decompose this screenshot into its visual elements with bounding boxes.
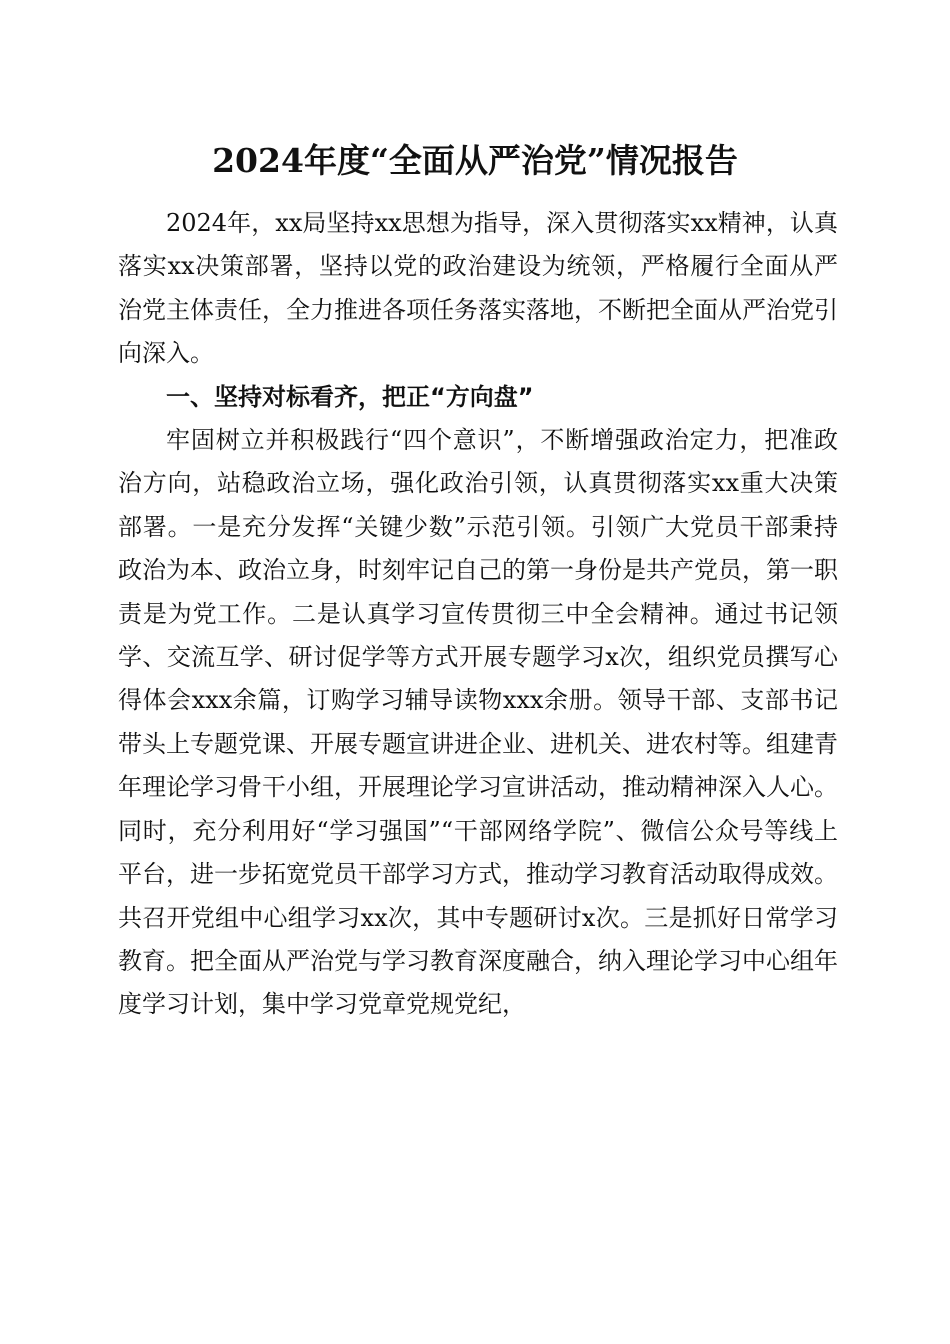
document-body (118, 202, 838, 1027)
intro-paragraph: 2024年，xx局坚持xx思想为指导，深入贯彻落实xx精神，认真落实xx决策部署，坚持以党的政治建设为统领，严格履行全面从严治党主体责任，全力推进各项任务落实落地，不断把全面从严治党引向深入。 (118, 209, 838, 368)
section-paragraph: 牢固树立并积极践行“四个意识”，不断增强政治定力，把准政治方向，站稳政治立场，强化政治引领，认真贯彻落实xx重大决策部署。一是充分发挥“关键少数”示范引领。引领广大党员干部秉持政治为本、政治立身，时刻牢记自己的第一身份是共产党员，第一职责是为党工作。二是认真学习宣传贯彻三中全会精神。通过书记领学、交流互学、研讨促学等方式开展专题学习x次，组织党员撰写心得体会xxx余篇，订购学习辅导读物xxx余册。领导干部、支部书记带头上专题党课、开展专题宣讲进企业、进机关、进农村等。组建青年理论学习骨干小组，开展理论学习宣讲活动，推动精神深入人心。同时，充分利用好“学习强国”“干部网络学院”、微信公众号等线上平台，进一步拓宽党员干部学习方式，推动学习教育活动取得成效。共召开党组中心组学习xx次，其中专题研讨x次。三是抓好日常学习教育。把全面从严治党与学习教育深度融合，纳入理论学习中心组年度学习计划，集中学习党章党规党纪， (118, 426, 838, 1019)
section-heading: 一、坚持对标看齐，把正“方向盘” (166, 382, 534, 411)
document-title: 2024年度“全面从严治党”情况报告 (212, 141, 738, 180)
